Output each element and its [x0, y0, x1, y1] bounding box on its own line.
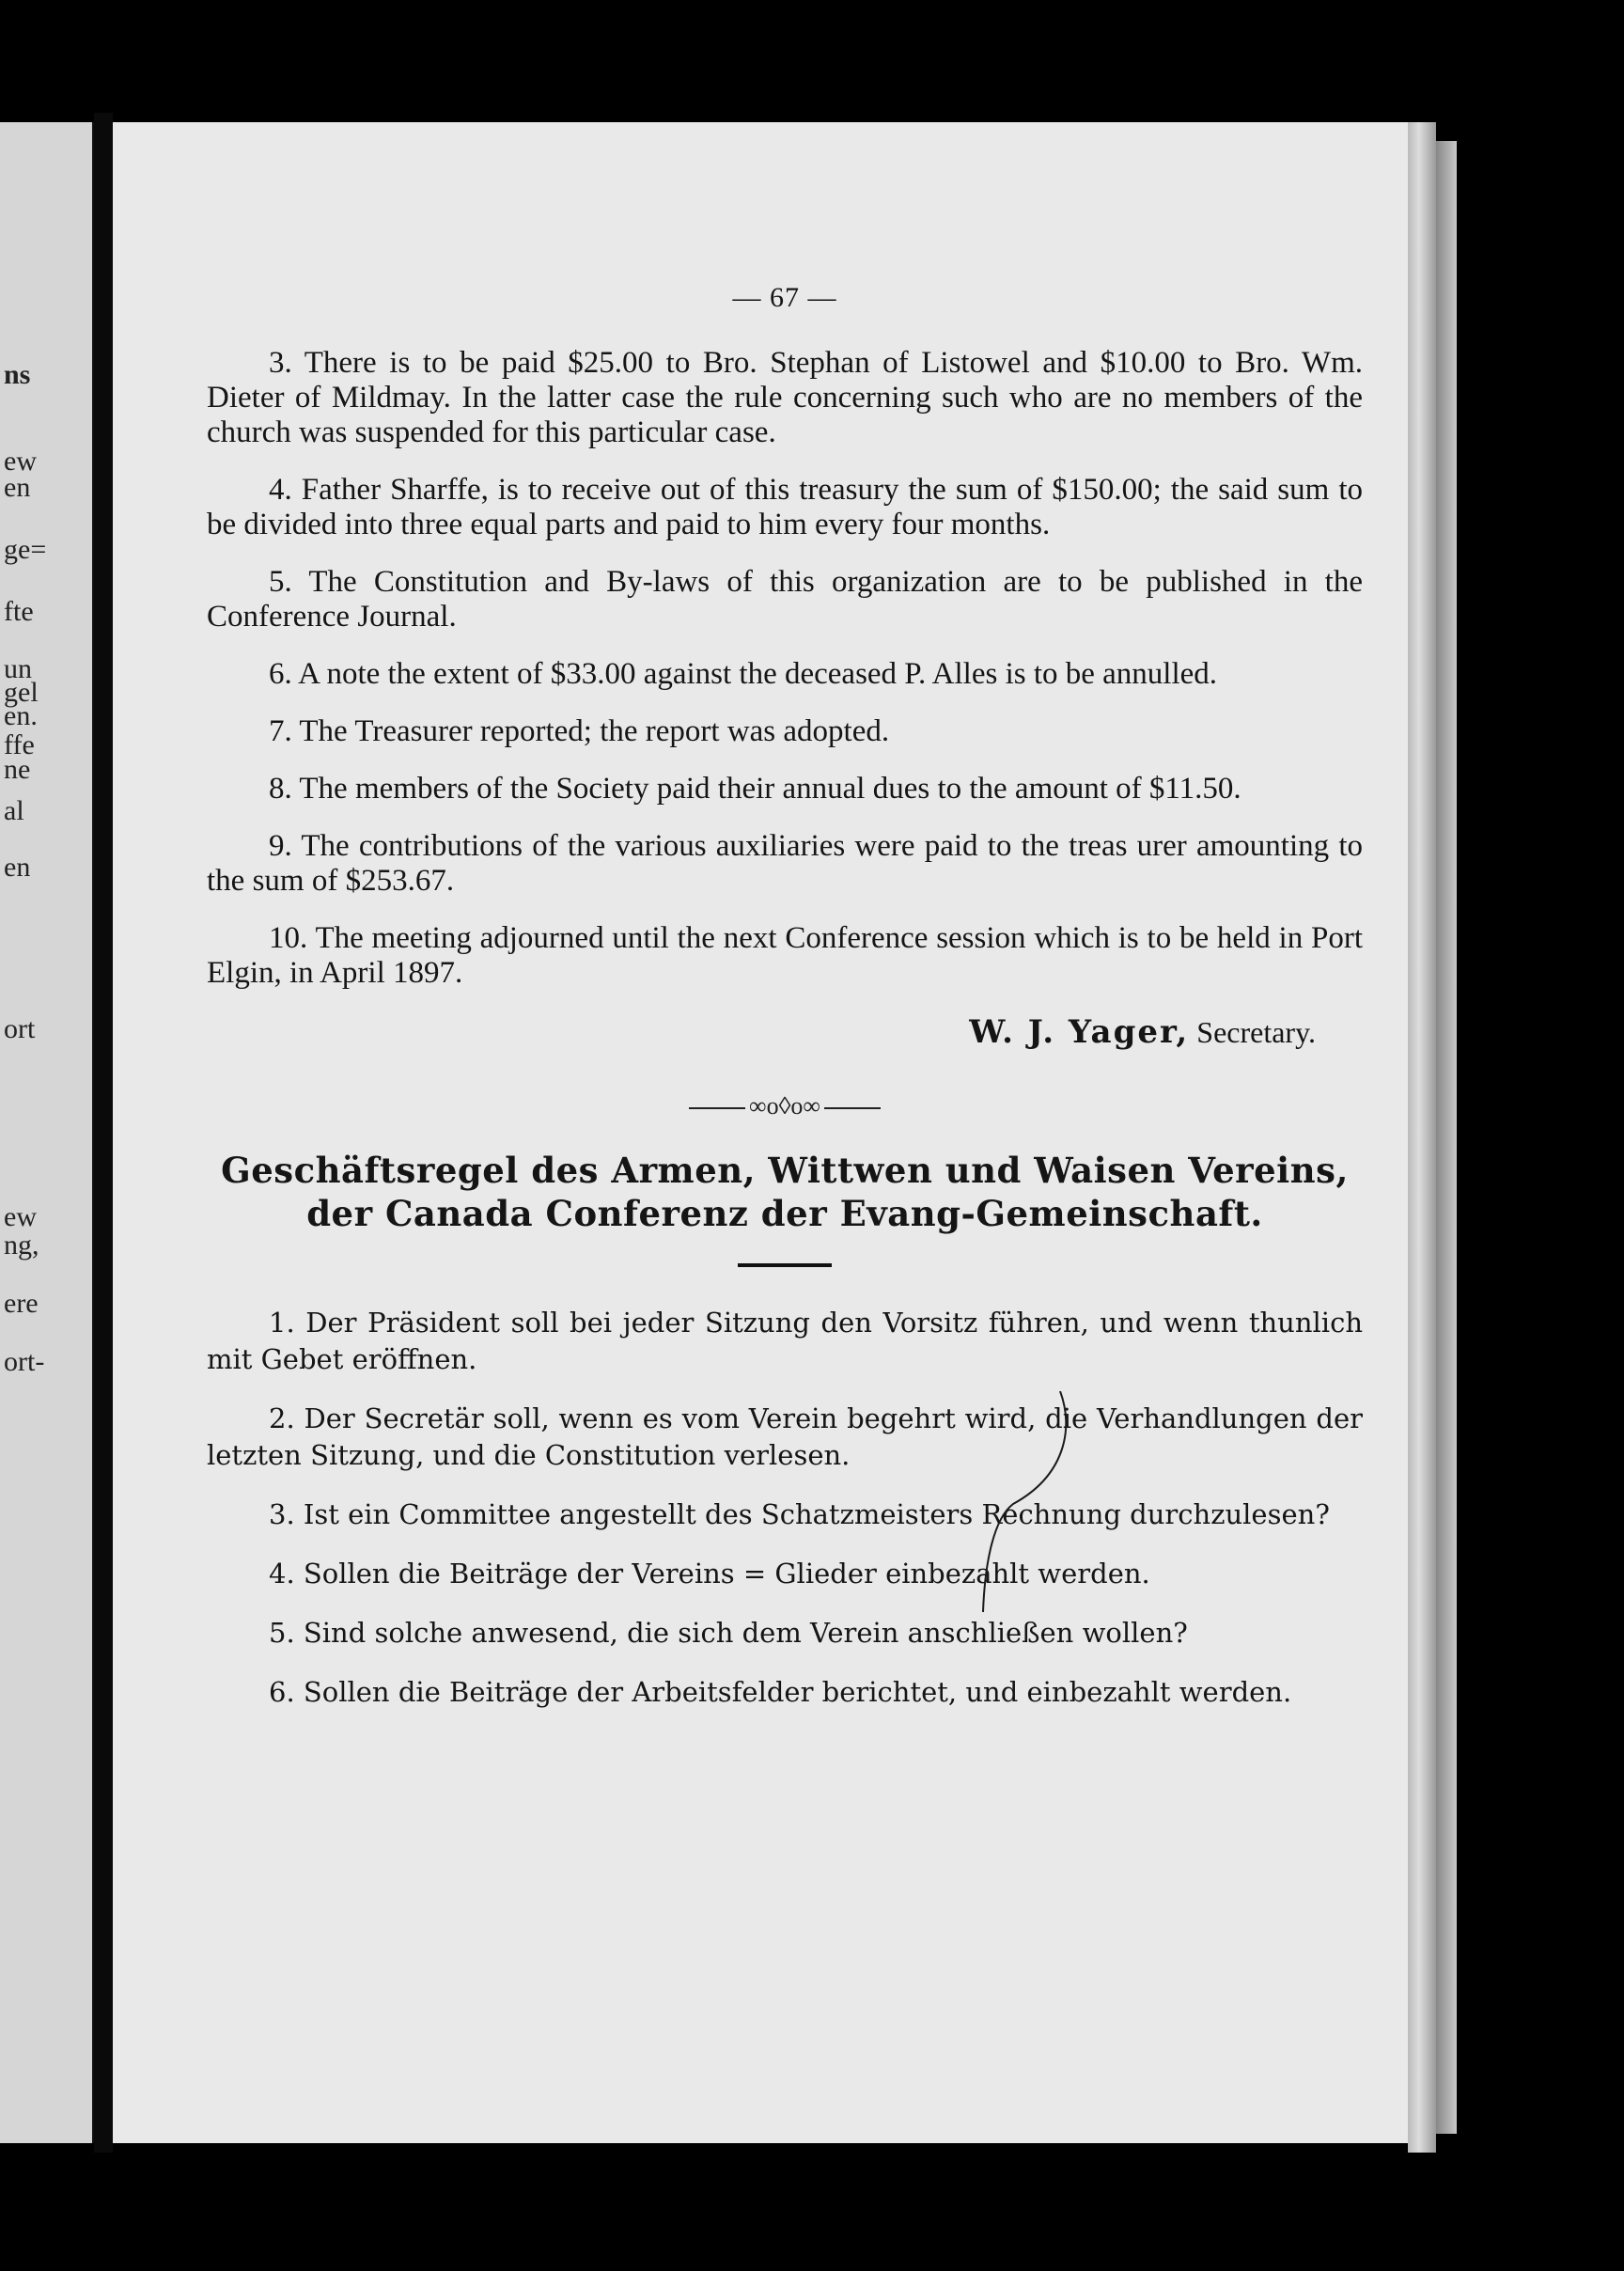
page-edge — [1436, 141, 1457, 2134]
ornament-line — [689, 1107, 745, 1109]
ornament-line — [824, 1107, 881, 1109]
left-fragment: fte — [4, 596, 34, 627]
title-rule — [738, 1263, 832, 1267]
minutes-item: 10. The meeting adjourned until the next Conference session which is to be held in Port Elgin, in April 1897. — [207, 921, 1363, 990]
left-fragment: ere — [4, 1288, 39, 1319]
minutes-item: 7. The Treasurer reported; the report was adopted. — [269, 714, 890, 748]
left-fragment: ew — [4, 1201, 37, 1232]
left-fragment: en — [4, 852, 31, 883]
minutes-item: 5. The Constitution and By-laws of this organization are to be published in the Conference Journal. — [207, 565, 1363, 634]
left-fragment: ng, — [4, 1229, 39, 1261]
rule-item: 1. Der Präsident soll bei jeder Sitzung den Vorsitz führen, und wenn thunlich mit Gebet eröffnen. — [207, 1307, 1363, 1375]
minutes-item: 3. There is to be paid $25.00 to Bro. Stephan of Listowel and $10.00 to Bro. Wm. Dieter of Mildmay. In the latter case the rule concerning such who are no members of the church was suspended for this particular case. — [207, 346, 1363, 449]
minutes-item: 9. The contributions of the various auxiliaries were paid to the treas urer amounting to the sum of $253.67. — [207, 829, 1363, 898]
rule-item: 6. Sollen die Beiträge der Arbeitsfelder berichtet, und einbezahlt werden. — [269, 1676, 1292, 1708]
page-number: — 67 — — [732, 282, 837, 313]
left-fragment: ne — [4, 754, 31, 785]
left-fragment: ort- — [4, 1346, 45, 1377]
left-page-edge — [0, 122, 96, 2143]
left-fragment: en — [4, 472, 31, 503]
minutes-item: 6. A note the extent of $33.00 against the deceased P. Alles is to be annulled. — [269, 657, 1218, 691]
section-title-line2: der Canada Conferenz der Evang-Gemeinschaft. — [306, 1193, 1263, 1234]
pencil-mark — [957, 1391, 1079, 1617]
left-fragment: ns — [4, 359, 31, 390]
left-fragment: ge= — [4, 534, 47, 565]
left-fragment: ffe — [4, 729, 35, 760]
book-spine — [94, 113, 113, 2153]
rule-item: 3. Ist ein Committee angestellt des Schatzmeisters Rechnung durchzulesen? — [269, 1498, 1330, 1530]
left-fragment: gel — [4, 677, 39, 708]
section-title — [207, 1149, 1363, 1235]
page-edge — [1408, 122, 1436, 2153]
book-page — [113, 122, 1408, 2143]
ornament-divider — [207, 1092, 1363, 1120]
ornament-glyph: ∞o◊o∞ — [749, 1092, 820, 1120]
page-content — [207, 282, 1363, 1733]
signature-name: W. J. Yager, — [969, 1013, 1190, 1051]
left-fragment: un — [4, 653, 32, 684]
rule-item: 2. Der Secretär soll, wenn es vom Verein begehrt wird, die Verhandlungen der letzten Sitzung, und die Constitution verlesen. — [207, 1402, 1363, 1471]
left-fragment: al — [4, 795, 24, 826]
minutes-item: 4. Father Sharffe, is to receive out of this treasury the sum of $150.00; the said sum to be divided into three equal parts and paid to him every four months. — [207, 473, 1363, 541]
rule-item: 4. Sollen die Beiträge der Vereins = Glieder einbezahlt werden. — [269, 1558, 1150, 1590]
rule-item: 5. Sind solche anwesend, die sich dem Verein anschließen wollen? — [269, 1617, 1188, 1649]
left-fragment: ort — [4, 1013, 36, 1044]
signature-title: Secretary. — [1196, 1015, 1316, 1049]
left-fragment: en. — [4, 700, 38, 731]
left-fragment: ew — [4, 446, 37, 477]
section-title-line1: Geschäftsregel des Armen, Wittwen und Waisen Vereins, — [221, 1150, 1349, 1191]
minutes-item: 8. The members of the Society paid their annual dues to the amount of $11.50. — [269, 772, 1241, 806]
signature-block — [207, 1013, 1316, 1051]
